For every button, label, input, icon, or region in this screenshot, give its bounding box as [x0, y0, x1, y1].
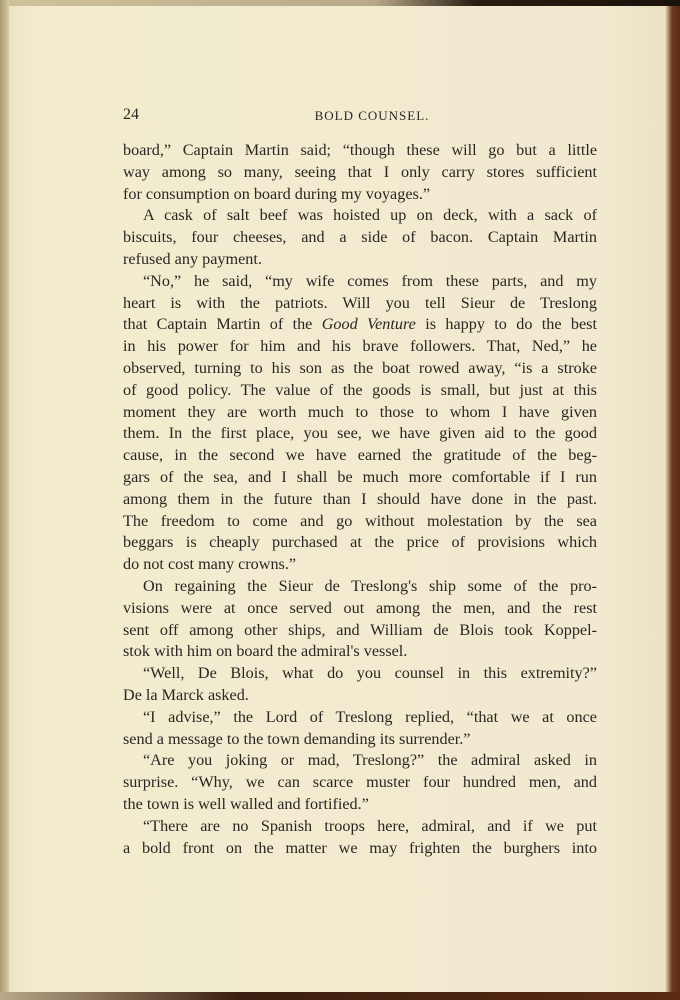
text-line: the town is well walled and fortified.” [123, 794, 369, 813]
text-line: On regaining the Sieur de Treslong's ship some of the pro- [143, 576, 597, 595]
text-line: way among so many, seeing that I only carry stores sufficient [123, 162, 597, 181]
text-line: beggars is cheaply purchased at the price of provisions which [123, 533, 597, 552]
text-line: among them in the future than I should have done in the past. [123, 489, 597, 508]
page-bottom-edge [0, 992, 680, 1000]
body-text [123, 140, 597, 859]
running-head: BOLD COUNSEL. [314, 108, 430, 123]
text-line: for consumption on board during my voyages.” [123, 184, 431, 203]
text-line: “Are you joking or mad, Treslong?” the admiral asked in [143, 751, 597, 770]
text-line: biscuits, four cheeses, and a side of bacon. Captain Martin [123, 228, 597, 247]
text-line: board,” Captain Martin said; “though these will go but a little [123, 141, 597, 159]
text-line: surprise. “Why, we can scarce muster four hundred men, and [123, 773, 597, 792]
text-line: De la Marck asked. [123, 685, 249, 704]
ship-name: Good Venture [321, 315, 416, 334]
page-header [123, 106, 597, 128]
text-line: “There are no Spanish troops here, admiral, and if we put [143, 816, 597, 835]
text-line: that Captain Martin of the Good Venture is happy to do the best [123, 315, 597, 334]
text-line: moment they are worth much to those to whom I have given [123, 402, 597, 421]
text-line: visions were at once served out among the men, and the rest [123, 598, 597, 617]
text-line: of good policy. The value of the goods is small, but just at this [123, 380, 597, 399]
page-left-edge [0, 0, 9, 1000]
text-line: them. In the first place, you see, we have given aid to the good [123, 424, 597, 443]
text-line: a bold front on the matter we may frighten the burghers into [123, 838, 597, 857]
text-line: cause, in the second we have earned the gratitude of the beg- [123, 446, 597, 465]
text-line: gars of the sea, and I shall be much more comfortable if I run [123, 467, 597, 486]
text-line: observed, turning to his son as the boat rowed away, “is a stroke [123, 358, 597, 377]
text-line: A cask of salt beef was hoisted up on deck, with a sack of [143, 206, 597, 225]
text-line: “No,” he said, “my wife comes from these parts, and my [143, 271, 597, 290]
text-line: refused any payment. [123, 249, 262, 268]
text-line: stok with him on board the admiral's vessel. [123, 642, 408, 661]
page-number: 24 [123, 106, 139, 123]
text-line: send a message to the town demanding its surrender.” [123, 729, 471, 748]
text-line: The freedom to come and go without molestation by the sea [123, 511, 597, 530]
text-line: “I advise,” the Lord of Treslong replied, “that we at once [143, 707, 597, 726]
text-line: in his power for him and his brave followers. That, Ned,” he [123, 337, 597, 356]
text-line: “Well, De Blois, what do you counsel in this extremity?” [143, 664, 597, 683]
text-line: heart is with the patriots. Will you tell Sieur de Treslong [123, 293, 597, 312]
text-line: do not cost many crowns.” [123, 555, 297, 574]
text-line: sent off among other ships, and William de Blois took Koppel- [123, 620, 597, 639]
page-top-edge [0, 0, 680, 6]
